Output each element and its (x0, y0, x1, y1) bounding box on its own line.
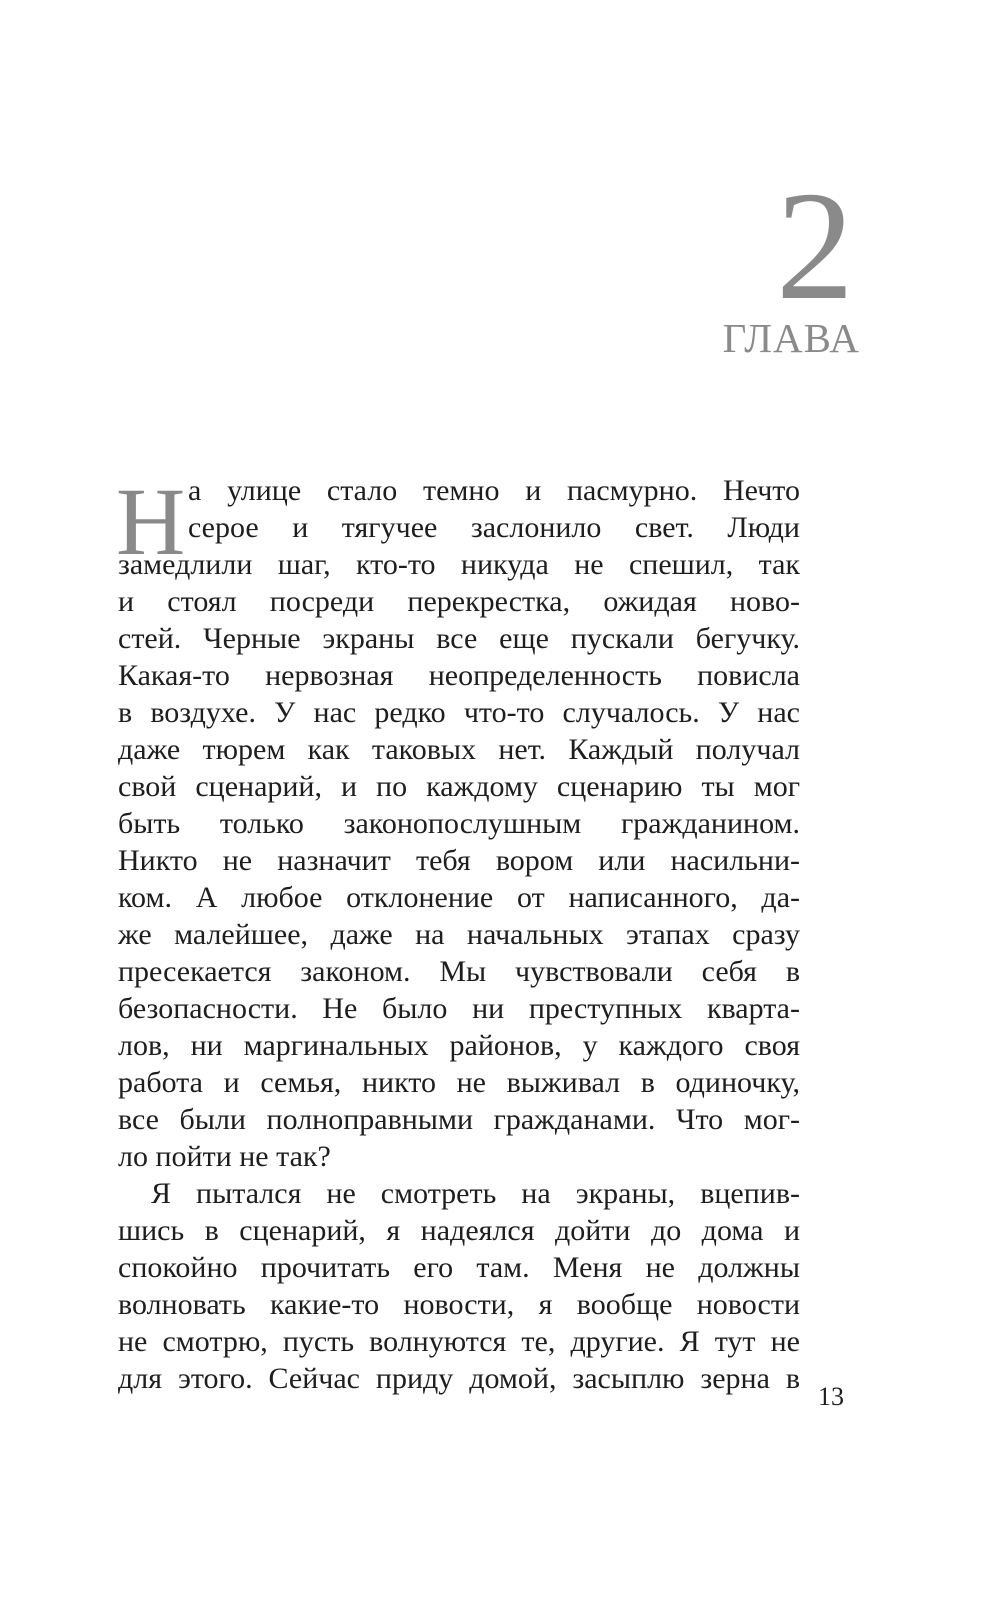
text-line: спокойно прочитать его там. Меня не должны (118, 1251, 800, 1284)
text-line: свой сценарий, и по каждому сценарию ты мог (118, 770, 800, 803)
text-line: не смотрю, пусть волнуются те, другие. Я тут не (118, 1325, 800, 1358)
text-line: серое и тягучее заслонило свет. Люди (188, 511, 800, 544)
text-line: быть только законопослушным гражданином. (118, 807, 800, 840)
text-line: все были полноправными гражданами. Что мог- (118, 1103, 800, 1136)
text-line: работа и семья, никто не выживал в одиночку, (118, 1066, 800, 1099)
text-line: волновать какие-то новости, я вообще новости (118, 1288, 800, 1321)
text-line: лов, ни маргинальных районов, у каждого своя (118, 1029, 800, 1062)
text-line: стей. Черные экраны все еще пускали бегучку. (118, 622, 800, 655)
text-line: замедлили шаг, кто-то никуда не спешил, так (118, 548, 800, 581)
chapter-number: 2 (776, 159, 854, 332)
text-line: а улице стало темно и пасмурно. Нечто (188, 474, 800, 507)
text-line: безопасности. Не было ни преступных кварта- (118, 992, 800, 1025)
text-line: ком. А любое отклонение от написанного, да- (118, 881, 800, 914)
text-line: пресекается законом. Мы чувствовали себя в (118, 955, 800, 988)
chapter-heading (722, 159, 860, 361)
text-line: ло пойти не так? (118, 1140, 331, 1173)
text-line: Я пытался не смотреть на экраны, вцепив- (151, 1177, 800, 1210)
text-line: Какая-то нервозная неопределенность повисла (118, 659, 800, 692)
body-text (116, 468, 800, 1397)
text-line: в воздухе. У нас редко что-то случалось. У нас (118, 696, 800, 729)
text-line: и стоял посреди перекрестка, ожидая ново- (118, 585, 800, 618)
text-line: шись в сценарий, я надеялся дойти до дома и (118, 1214, 800, 1247)
text-line: же малейшее, даже на начальных этапах сразу (118, 918, 800, 951)
text-line: для этого. Сейчас приду домой, засыплю зерна в (118, 1362, 800, 1395)
text-line: даже тюрем как таковых нет. Каждый получал (118, 733, 800, 766)
chapter-label: ГЛАВА (722, 315, 860, 361)
text-line: Никто не назначит тебя вором или насильни- (118, 844, 800, 877)
drop-cap: Н (116, 468, 186, 575)
page-number: 13 (818, 1382, 844, 1411)
